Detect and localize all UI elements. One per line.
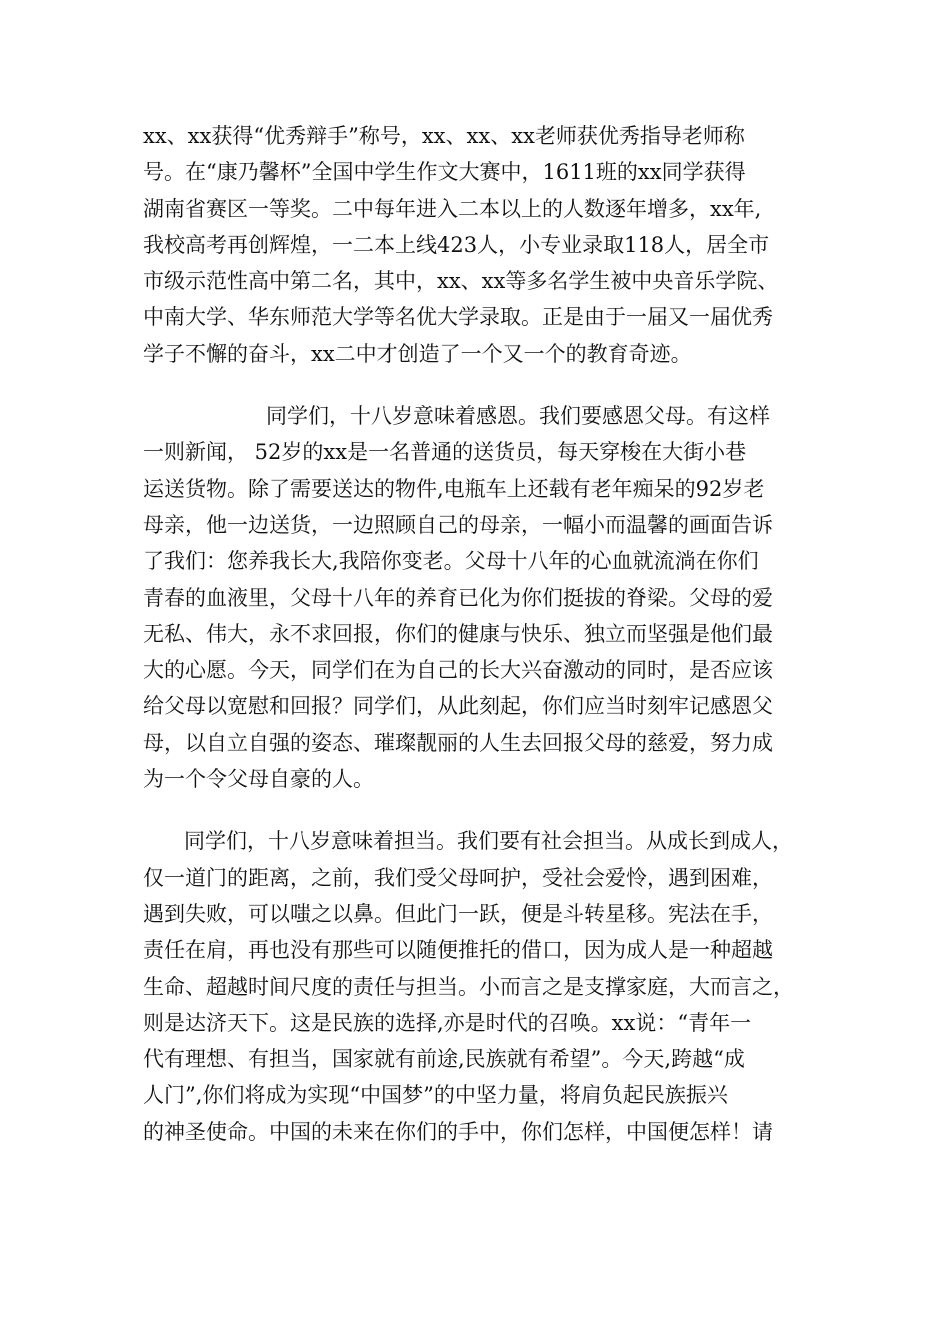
text-line: xx、xx获得“优秀辩手”称号，xx、xx、xx老师获优秀指导老师称 — [143, 124, 745, 148]
text-line: 同学们，十八岁意味着感恩。我们要感恩父母。有这样 — [266, 404, 770, 429]
document-body — [143, 118, 843, 1150]
text-line: 一则新闻， 52岁的xx是一名普通的送货员，每天穿梭在大街小巷 — [143, 440, 747, 465]
text-line: 同学们，十八岁意味着担当。我们要有社会担当。从成长到成人， — [184, 829, 793, 854]
text-line: 湖南省赛区一等奖。二中每年进入二本以上的人数逐年增多，xx年, — [143, 196, 762, 221]
text-line: 的神圣使命。中国的未来在你们的手中，你们怎样，中国便怎样！请 — [143, 1119, 773, 1144]
text-line: 了我们：您养我长大,我陪你变老。父母十八年的心血就流淌在你们 — [143, 549, 759, 574]
text-line: 遇到失败，可以嗤之以鼻。但此门一跃，便是斗转星移。宪法在手， — [143, 901, 773, 926]
text-line: 为一个令父母自豪的人。 — [143, 767, 374, 792]
text-line: 则是达济天下。这是民族的选择,亦是时代的召唤。xx说：“青年一 — [143, 1010, 752, 1035]
text-line: 中南大学、华东师范大学等名优大学录取。正是由于一届又一届优秀 — [143, 305, 773, 330]
text-line: 运送货物。除了需要送达的物件,电瓶车上还载有老年痴呆的92岁老 — [143, 476, 765, 501]
paragraph-gratitude — [143, 398, 843, 797]
text-line: 代有理想、有担当，国家就有前途,民族就有希望”。今天,跨越“成 — [143, 1047, 745, 1072]
text-line: 学子不懈的奋斗，xx二中才创造了一个又一个的教育奇迹。 — [143, 341, 692, 366]
text-line: 市级示范性高中第二名，其中，xx、xx等多名学生被中央音乐学院、 — [143, 269, 779, 294]
text-line: 我校高考再创辉煌，一二本上线423人，小专业录取118人，居全市 — [143, 232, 770, 257]
text-line: 青春的血液里，父母十八年的养育已化为你们挺拔的脊梁。父母的爱 — [143, 585, 773, 610]
text-line: 责任在肩，再也没有那些可以随便推托的借口，因为成人是一种超越 — [143, 938, 773, 963]
text-line: 生命、超越时间尺度的责任与担当。小而言之是支撑家庭，大而言之， — [143, 974, 794, 999]
text-line: 号。在“康乃馨杯”全国中学生作文大赛中，1611班的xx同学获得 — [143, 160, 746, 185]
text-line: 无私、伟大，永不求回报，你们的健康与快乐、独立而坚强是他们最 — [143, 621, 773, 646]
paragraph-achievements — [143, 118, 843, 372]
text-line: 给父母以宽慰和回报？同学们，从此刻起，你们应当时刻牢记感恩父 — [143, 694, 773, 719]
text-line: 母亲，他一边送货，一边照顾自己的母亲，一幅小而温馨的画面告诉 — [143, 512, 773, 537]
text-line: 仅一道门的距离，之前，我们受父母呵护，受社会爱怜，遇到困难， — [143, 865, 773, 890]
text-line: 大的心愿。今天，同学们在为自己的长大兴奋激动的同时，是否应该 — [143, 658, 773, 683]
text-line: 人门”,你们将成为实现“中国梦”的中坚力量，将肩负起民族振兴 — [143, 1083, 728, 1108]
text-line: 母，以自立自强的姿态、璀璨靓丽的人生去回报父母的慈爱，努力成 — [143, 730, 773, 755]
paragraph-responsibility — [143, 823, 843, 1150]
